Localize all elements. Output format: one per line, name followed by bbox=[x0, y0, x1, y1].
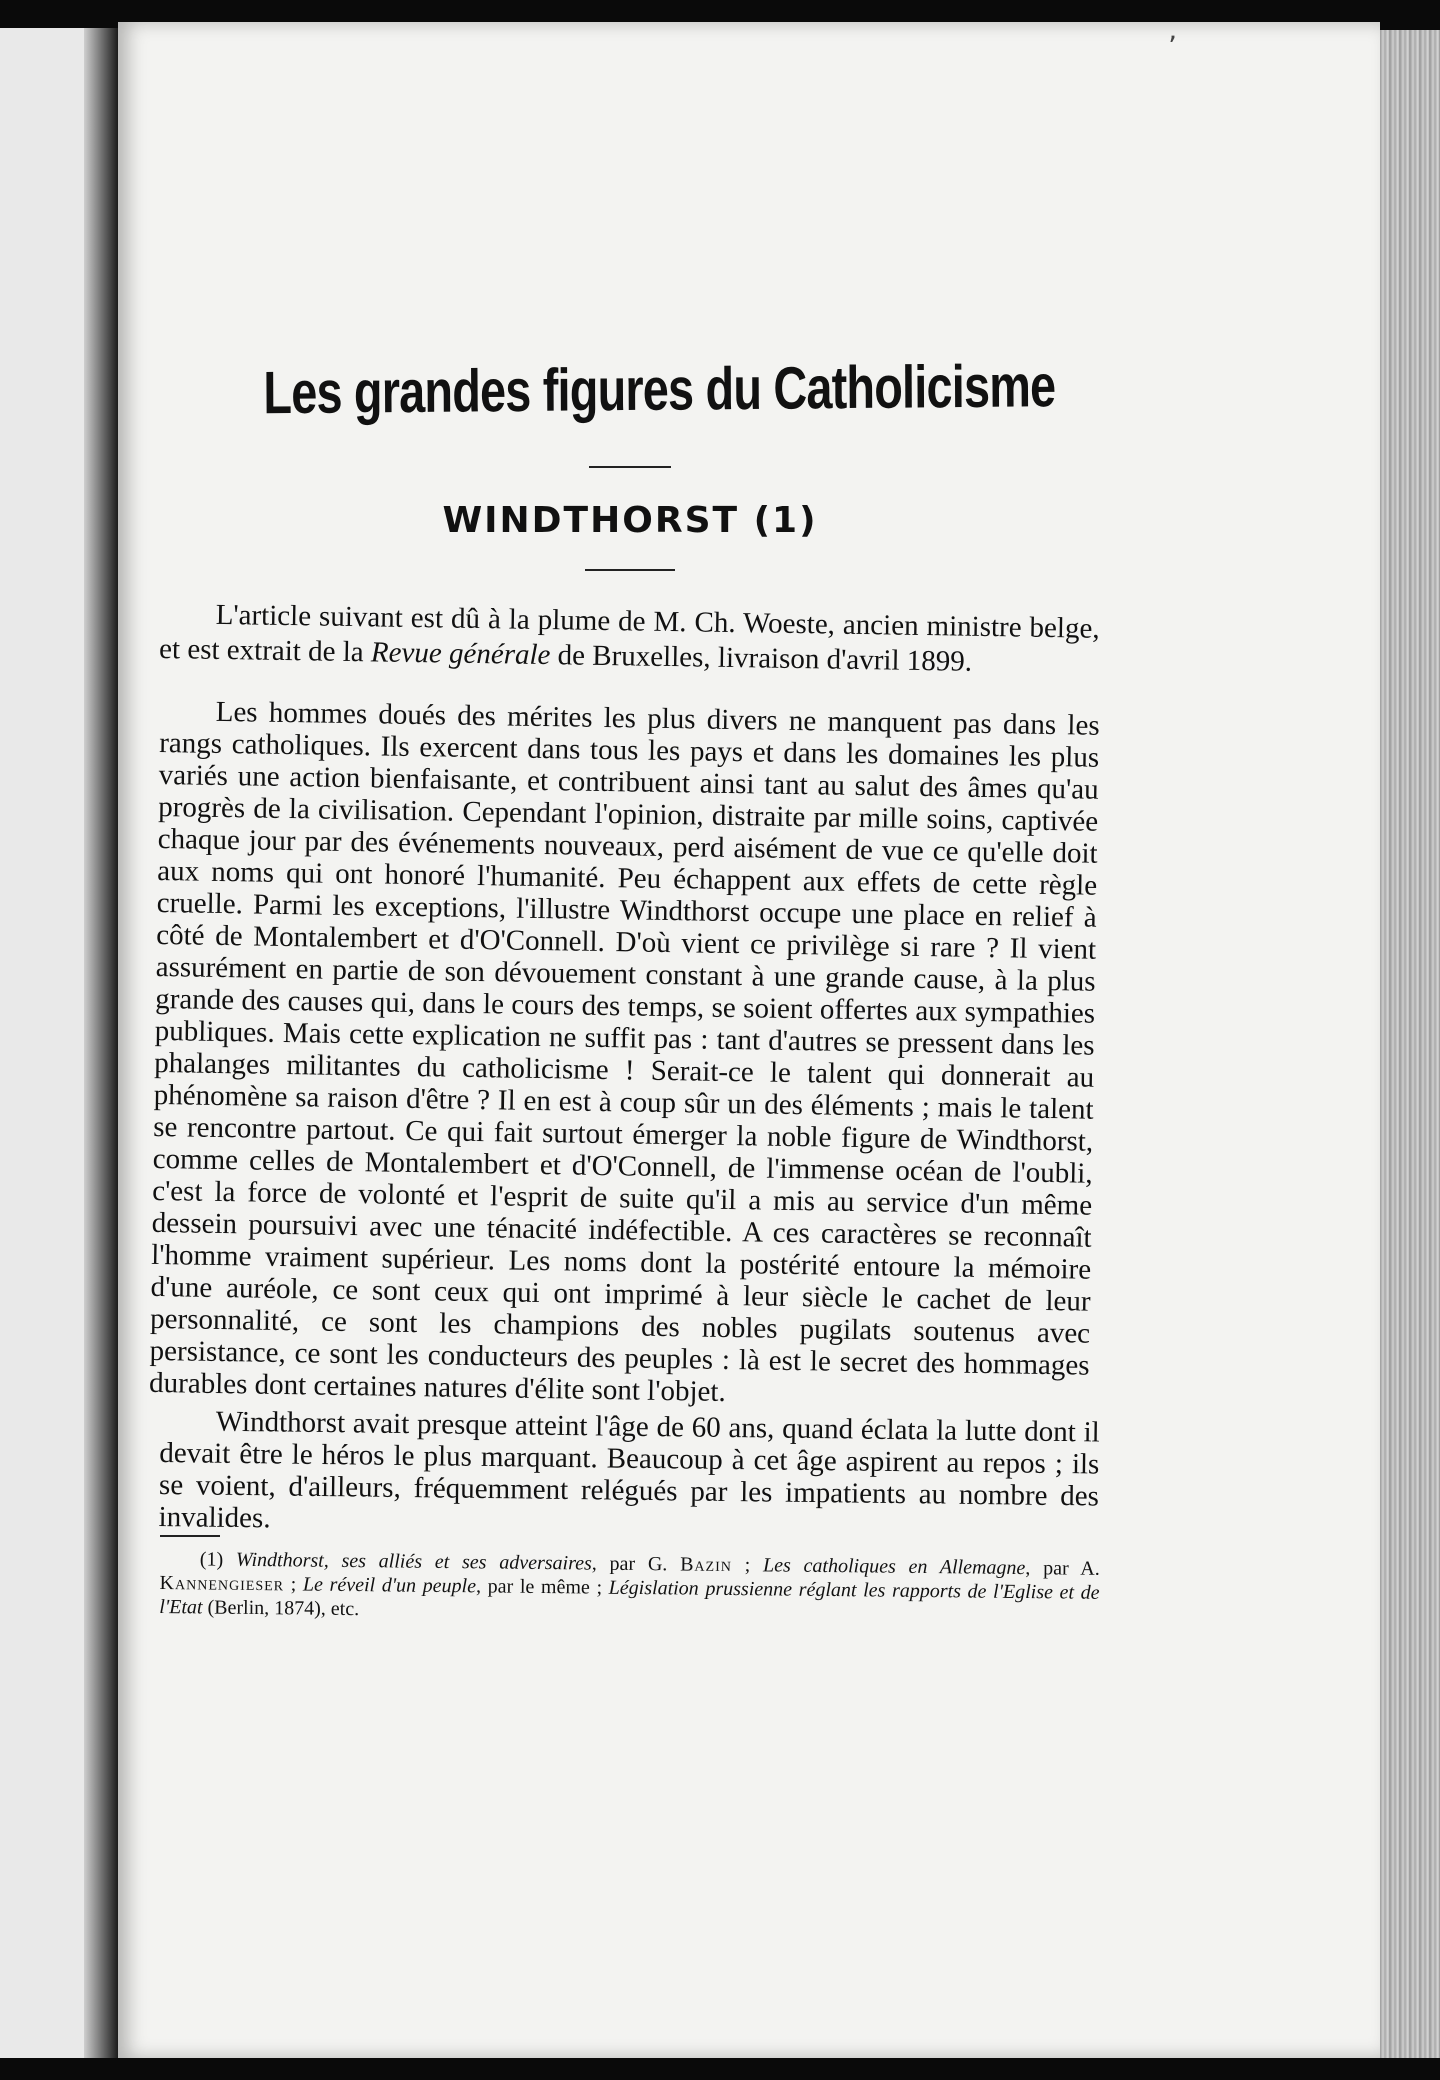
page-content bbox=[148, 352, 1100, 1621]
title-divider bbox=[589, 466, 671, 468]
footnote-sep: , par le même ; bbox=[475, 1575, 609, 1599]
footnote-sep: , par G. bbox=[591, 1552, 681, 1576]
right-page-edges bbox=[1380, 30, 1440, 2058]
footnote-title-3: Le réveil d'un peuple bbox=[302, 1573, 477, 1598]
footnote-sep: (Berlin, 1874), etc. bbox=[202, 1596, 360, 1621]
footnote-sep: ; bbox=[731, 1553, 764, 1577]
book-gutter-shadow bbox=[84, 28, 118, 2058]
footnote-title-2: Les catholiques en Allemagne bbox=[762, 1554, 1026, 1580]
journal-name: Revue générale bbox=[370, 636, 551, 672]
intro-paragraph bbox=[159, 597, 1100, 682]
intro-text-2: de Bruxelles, livraison d'avril 1899. bbox=[550, 639, 973, 678]
heading-divider bbox=[585, 569, 675, 571]
footnote bbox=[159, 1547, 1100, 1629]
footnote-rule bbox=[160, 1535, 220, 1537]
intro-text-1: L'article suivant est dû à la plume de M. Ch. Woeste, ancien ministre belge, et est extrait de la bbox=[158, 598, 1100, 669]
scan-mark: ʼ bbox=[1168, 30, 1177, 63]
footnote-sep: ; bbox=[283, 1573, 304, 1596]
footnote-title-4: Législation prussienne réglant les rapports de l'Eglise et de l'Etat bbox=[159, 1576, 1100, 1619]
footnote-number: (1) bbox=[199, 1548, 237, 1571]
left-page-edge bbox=[0, 28, 96, 2058]
footnote-author-1: Bazin bbox=[680, 1553, 733, 1576]
footnote-title-1: Windthorst, ses alliés et ses adversaires bbox=[235, 1548, 592, 1575]
page-title: Les grandes figures du Catholicisme bbox=[263, 352, 1056, 427]
footnote-author-2: Kannengieser bbox=[159, 1571, 285, 1596]
footnote-sep: , par A. bbox=[1025, 1557, 1100, 1580]
article-heading: WINDTHORST (1) bbox=[442, 500, 818, 541]
body-paragraph-1: Les hommes doués des mérites les plus divers ne manquent pas dans les rangs catholiques. Ils exercent dans tous les pays et dans les domaines les plus variés une action bienfaisante, et contribuent ainsi tant au salut des âmes qu'au progrès de la civilisation. Cependant l'opinion, distraite par mille soins, captivée chaque jour par des événements nouveaux, perd aisément de vue ce qu'elle doit aux noms qui ont honoré l'humanité. Peu échappent aux effets de cette règle cruelle. Parmi les exceptions, l'illustre Windthorst occupe une place en relief à côté de Montalembert et d'O'Connell. D'où vient ce privilège si rare ? Il vient assurément en partie de son dévouement constant à une grande cause, à la plus grande des causes qui, dans le cours des temps, se soient offertes aux sympathies publiques. Mais cette explication ne suffit pas : tant d'autres se pressent dans les phalanges militantes du catholicisme ! Serait-ce le talent qui donnerait au phénomène sa raison d'être ? Il en est à coup sûr un des éléments ; mais le talent se rencontre partout. Ce qui fait surtout émerger la noble figure de Windthorst, comme celles de Montalembert et d'O'Connell, de l'immense océan de l'oubli, c'est la force de volonté et l'esprit de suite qu'il a mis au service d'un même dessein poursuivi avec une ténacité indéfectible. A ces caractères se reconnaît l'homme vraiment supérieur. Les noms dont la postérité entoure la mémoire d'une auréole, ce sont ceux qui ont imprimé à leur siècle le cachet de leur personnalité, ce sont les champions des nobles pugilats soutenus avec persistance, ce sont les conducteurs des peuples : là est le secret des hommages durables dont certaines natures d'élite sont l'objet. bbox=[148, 695, 1100, 1408]
body-paragraph-2: Windthorst avait presque atteint l'âge de 60 ans, quand éclata la lutte dont il devait être le héros le plus marquant. Beaucoup à cet âge aspirent au repos ; ils se voient, d'ailleurs, fréquemment relégués par les impatients au nombre des invalides. bbox=[158, 1405, 1100, 1535]
